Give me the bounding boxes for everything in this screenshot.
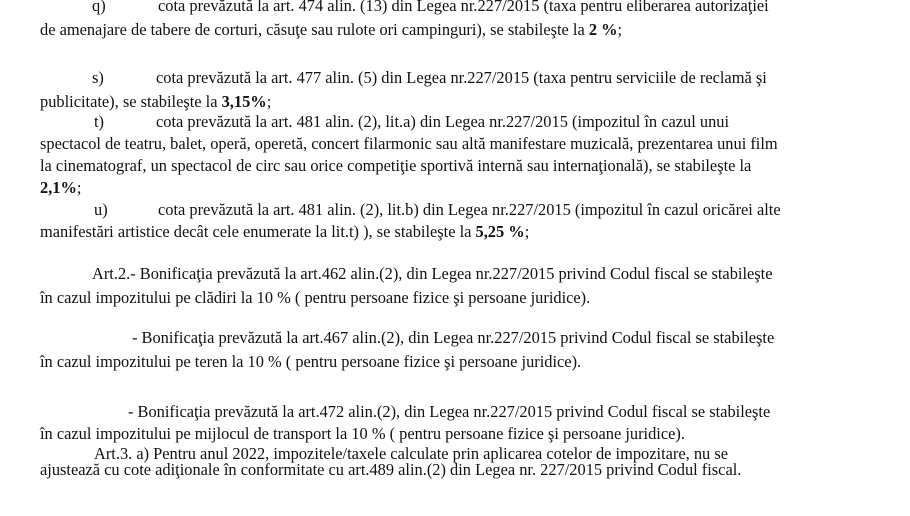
- item-s-label: s): [92, 68, 104, 87]
- item-u-line2: manifestări artistice decât cele enumerate la lit.t) ), se stabileşte la 5,25 %;: [40, 222, 530, 241]
- art3-line1: Art.3. a) Pentru anul 2022, impozitele/taxele calculate prin aplicarea cotelor de impozitare, nu se: [94, 444, 728, 463]
- item-t-label: t): [94, 112, 105, 131]
- rate-t: 2,1%: [40, 178, 77, 197]
- art2-p1-line1: Art.2.- Bonificaţia prevăzută la art.462 alin.(2), din Legea nr.227/2015 privind Codul fiscal se stabileşte: [92, 264, 773, 283]
- rate-u: 5,25 %: [475, 222, 525, 241]
- item-q-label: q): [92, 0, 106, 15]
- item-s-line1: s) cota prevăzută la art. 477 alin. (5) din Legea nr.227/2015 (taxa pentru serviciile de reclamă şi: [92, 68, 767, 87]
- art2-p1-line2: în cazul impozitului pe clădiri la 10 % ( pentru persoane fizice şi persoane juridice).: [40, 288, 591, 307]
- item-u-line1: u) cota prevăzută la art. 481 alin. (2), lit.b) din Legea nr.227/2015 (impozitul în cazul oricărei alte: [94, 200, 781, 219]
- item-q-line1: q) cota prevăzută la art. 474 alin. (13) din Legea nr.227/2015 (taxa pentru eliberarea autorizaţiei: [92, 0, 769, 16]
- item-q-line2: de amenajare de tabere de corturi, căsuţe sau rulote ori campinguri), se stabileşte la 2 %;: [40, 20, 623, 39]
- art2-p3-line2: în cazul impozitului pe mijlocul de transport la 10 % ( pentru persoane fizice şi persoane juridice).: [40, 424, 685, 443]
- item-t-line1: t) cota prevăzută la art. 481 alin. (2), lit.a) din Legea nr.227/2015 (impozitul în cazul unui: [94, 112, 730, 131]
- rate-s: 3,15%: [221, 92, 267, 111]
- item-u-label: u): [94, 200, 108, 219]
- item-s-line2: publicitate), se stabileşte la 3,15%;: [40, 92, 272, 111]
- art2-p3-line1: - Bonificaţia prevăzută la art.472 alin.(2), din Legea nr.227/2015 privind Codul fiscal se stabileşte: [128, 402, 771, 421]
- item-t-line4: 2,1%;: [40, 178, 82, 197]
- art2-p2-line2: în cazul impozitului pe teren la 10 % ( pentru persoane fizice şi persoane juridice).: [40, 352, 582, 371]
- rate-q: 2 %: [588, 20, 618, 39]
- art3-line2: ajustează cu cote adiţionale în conformitate cu art.489 alin.(2) din Legea nr. 227/2015 privind Codul fiscal.: [40, 460, 742, 479]
- art2-p2-line1: - Bonificaţia prevăzută la art.467 alin.(2), din Legea nr.227/2015 privind Codul fiscal se stabileşte: [132, 328, 775, 347]
- item-t-line3: la cinematograf, un spectacol de circ sau orice competiţie sportivă internă sau internaţională), se stabileşte la: [40, 156, 752, 175]
- item-t-line2: spectacol de teatru, balet, operă, operetă, concert filarmonic sau altă manifestare muzicală, prezentarea unui film: [40, 134, 778, 153]
